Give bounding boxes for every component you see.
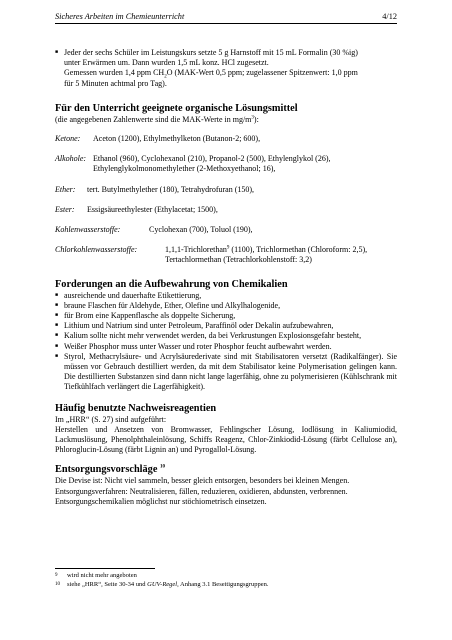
solvents-subtitle: (die angegebenen Zahlenwerte sind die MAK-Werte in $mg/m^3$): xyxy=(55,114,259,124)
chloro-value: 1,1,1-Trichlorethan$^9$ (1100), Trichlormethan (Chloroform: 2,5), Tertachlormethan (Tetrachlorkohlenstoff: 3,2) xyxy=(165,245,368,265)
ester-value: Essigsäureethylester (Ethylacetat; 1500), xyxy=(87,204,218,214)
solvent-row-ester xyxy=(55,205,397,215)
reagents-intro: Im „HRR“ (S. 27) sind aufgeführt: xyxy=(55,414,167,424)
intro-line-3: Gemessen wurden 1,4 ppm $CH_2O$ (MAK-Wert 0,5 ppm; zugelassener Spitzenwert: 1,0 ppm xyxy=(64,68,358,80)
storage-item: ■ Kalium sollte nicht mehr verwendet werden, da bei Verkrustungen Explosionsgefahr besteht, xyxy=(55,331,397,341)
reagents-text: Herstellen und Ansetzen von Bromwasser, Fehlingscher Lösung, Iodlösung in Kaliumiodid, Lackmuslösung, Phenolphthaleinlösung, Schiffs Reagenz, Chlor-Zinkiodid-Lösung (färbt Cellulose an), Phloroglucin-Lösung (färbt Lignin an) und Pyrogallol-Lösung. xyxy=(55,424,397,455)
hydrocarbon-label: Kohlenwasserstoffe: xyxy=(55,225,121,235)
solvent-row-hydrocarbon xyxy=(55,225,397,235)
storage-item: ■ Lithium und Natrium sind unter Petroleum, Paraffinöl oder Dekalin aufzubewahren, xyxy=(55,321,397,331)
storage-heading: Forderungen an die Aufbewahrung von Chemikalien xyxy=(55,278,288,290)
solvent-row-ketone xyxy=(55,134,397,144)
disposal-line-2: Entsorgungsverfahren: Neutralisieren, fällen, reduzieren, oxidieren, abdunsten, verbrennen. xyxy=(55,486,348,496)
storage-item: ■ ausreichende und dauerhafte Etikettierung, xyxy=(55,291,397,301)
disposal-line-1: Die Devise ist: Nicht viel sammeln, besser gleich entsorgen, besonders bei kleinen Mengen. xyxy=(55,476,350,486)
intro-line-4: für 5 Minuten achtmal pro Tag). xyxy=(64,78,167,88)
solvent-row-alcohol xyxy=(55,154,397,174)
storage-list xyxy=(55,291,397,393)
intro-item xyxy=(55,48,397,89)
chloro-label: Chlorkohlenwasserstoffe: xyxy=(55,245,138,255)
intro-line-2: unter Erwärmen um. Dann wurden 1,5 mL konz. HCl zugesetzt. xyxy=(64,58,269,68)
disposal-heading: Entsorgungsvorschläge $^{10}$ xyxy=(55,464,165,476)
ketone-label: Ketone: xyxy=(55,134,81,144)
ether-value: tert. Butylmethylether (180), Tetrahydrofuran (150), xyxy=(87,184,255,194)
alcohol-value: Ethanol (960), Cyclohexanol (210), Propanol-2 (500), Ethylenglykol (26), Ethylenglykolmonomethylether (2-Methoxyethanol; 16), xyxy=(93,154,331,174)
ether-label: Ether: xyxy=(55,184,76,194)
page-number: 4/12 xyxy=(382,12,397,21)
reagents-heading: Häufig benutzte Nachweisreagentien xyxy=(55,402,217,414)
solvent-row-chloro xyxy=(55,245,397,265)
footnote-9: 9 wird nicht mehr angeboten xyxy=(55,572,137,579)
storage-item: ■ braune Flaschen für Aldehyde, Ether, Olefine und Alkylhalogenide, xyxy=(55,301,397,311)
running-header xyxy=(55,12,397,24)
solvents-heading: Für den Unterricht geeignete organische Lösungsmittel xyxy=(55,102,298,114)
storage-item: ■ Styrol, Methacrylsäure- und Acrylsäurederivate sind mit Stabilisatoren versetzt (Radikalfänger). Sie müssen vor Gebrauch destilliert werden, da mit dem Stabilisator keine Polymerisation gelingen kann. Die destillierten Substanzen sind dann nicht lange lagerfähig, ohne zu polymerisieren (Kühlschrank mit Tiefkühlfach verlängert die Lagerfähigkeit). xyxy=(55,352,397,393)
header-title: Sicheres Arbeiten im Chemieunterricht xyxy=(55,12,185,21)
solvent-row-ether xyxy=(55,185,397,195)
hydrocarbon-value: Cyclohexan (700), Toluol (190), xyxy=(149,225,253,235)
footnote-divider xyxy=(55,568,155,569)
ketone-value: Aceton (1200), Ethylmethylketon (Butanon-2; 600), xyxy=(93,134,261,144)
intro-line-1: Jeder der sechs Schüler im Leistungskurs setzte 5 g Harnstoff mit 15 mL Formalin (30 %ig) xyxy=(64,48,358,57)
storage-item: ■ Weißer Phosphor muss unter Wasser und roter Phosphor feucht aufbewahrt werden. xyxy=(55,342,397,352)
disposal-line-3: Entsorgungschemikalien möglichst nur stöchiometrisch einsetzen. xyxy=(55,496,267,506)
footnote-10: 10 siehe „HRR“, Seite 30-34 und GUV-Regel, Anhang 3.1 Beseitigungsgruppen. xyxy=(55,581,269,588)
page-content xyxy=(55,48,397,507)
ester-label: Ester: xyxy=(55,204,75,214)
alcohol-label: Alkohole: xyxy=(55,154,87,164)
storage-item: ■ für Brom eine Kappenflasche als doppelte Sicherung, xyxy=(55,311,397,321)
intro-list xyxy=(55,48,397,89)
